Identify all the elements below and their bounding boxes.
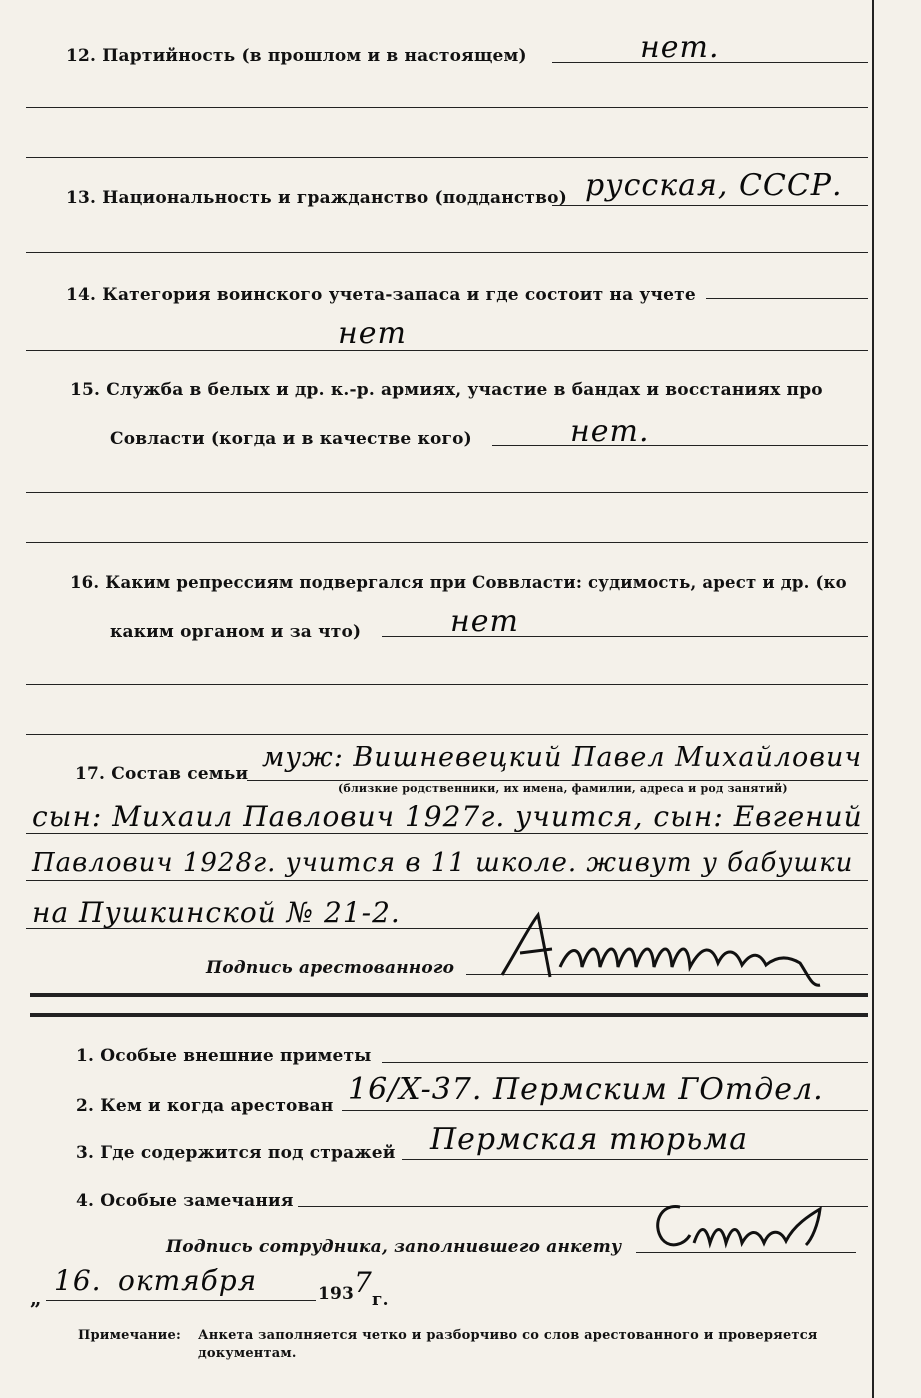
footer-note-line2: документам. xyxy=(198,1346,297,1361)
date-open-quote: „ xyxy=(30,1286,42,1310)
s4-label: 4. Особые замечания xyxy=(76,1191,294,1211)
q17-answer-line1: муж: Вишневецкий Павел Михайлович xyxy=(262,742,863,773)
arrested-signature xyxy=(490,905,850,1000)
q14-underline xyxy=(706,298,868,299)
s2-answer: 16/X-37. Пермским ГОтдел. xyxy=(348,1072,824,1107)
date-day: 16. xyxy=(54,1264,102,1297)
q15-label-line1: 15. Служба в белых и др. к.-р. армиях, участие в бандах и восстаниях про xyxy=(70,380,823,400)
q17-answer-line4: на Пушкинской № 21-2. xyxy=(32,896,401,929)
date-underline xyxy=(46,1300,316,1301)
q16-label-line2: каким органом и за что) xyxy=(110,622,362,642)
footer-note-label: Примечание: xyxy=(78,1328,181,1343)
s2-underline xyxy=(342,1110,868,1111)
q16-answer: нет xyxy=(450,604,519,639)
rule xyxy=(26,734,868,735)
q17-answer-line3: Павлович 1928г. учится в 11 школе. живут у бабушки xyxy=(32,848,854,878)
footer-note-line1: Анкета заполняется четко и разборчиво со слов арестованного и проверяется xyxy=(198,1328,818,1343)
staff-signature xyxy=(640,1195,840,1265)
q13-label: 13. Национальность и гражданство (подданство) xyxy=(66,188,567,208)
q17-sublabel: (близкие родственники, их имена, фамилии, адреса и род занятий) xyxy=(338,782,788,795)
date-year-digit: 7 xyxy=(354,1266,373,1299)
q15-underline xyxy=(492,445,868,446)
s2-label: 2. Кем и когда арестован xyxy=(76,1096,334,1116)
q15-label-line2: Совласти (когда и в качестве кого) xyxy=(110,429,472,449)
q12-answer: нет. xyxy=(640,30,720,65)
q16-label-line1: 16. Каким репрессиям подвергался при Соввласти: судимость, арест и др. (ко xyxy=(70,573,847,592)
q15-answer: нет. xyxy=(570,414,650,449)
rule xyxy=(26,107,868,108)
q12-label: 12. Партийность (в прошлом и в настоящем) xyxy=(66,46,527,66)
section-divider xyxy=(30,1013,868,1017)
s1-underline xyxy=(382,1062,868,1063)
q14-label: 14. Категория воинского учета-запаса и где состоит на учете xyxy=(66,285,696,305)
s3-label: 3. Где содержится под стражей xyxy=(76,1143,396,1163)
rule xyxy=(26,252,868,253)
date-year-suffix: г. xyxy=(372,1290,389,1310)
arrested-signature-label: Подпись арестованного xyxy=(206,958,455,978)
rule xyxy=(26,833,868,834)
q13-underline xyxy=(552,205,868,206)
q17-label: 17. Состав семьи xyxy=(75,764,249,784)
s1-label: 1. Особые внешние приметы xyxy=(76,1046,372,1066)
section-divider xyxy=(30,993,868,997)
q14-answer: нет xyxy=(338,316,407,351)
page-edge-line xyxy=(872,0,874,1398)
staff-signature-label: Подпись сотрудника, заполнившего анкету xyxy=(166,1237,622,1257)
s3-answer: Пермская тюрьма xyxy=(430,1122,749,1157)
date-year-prefix: 193 xyxy=(318,1284,355,1304)
q13-answer: русская, СССР. xyxy=(585,168,843,203)
rule xyxy=(26,542,868,543)
rule xyxy=(26,157,868,158)
rule xyxy=(26,492,868,493)
rule xyxy=(26,684,868,685)
q17-underline xyxy=(247,780,868,781)
s3-underline xyxy=(402,1159,868,1160)
rule xyxy=(26,350,868,351)
date-month: октября xyxy=(118,1264,258,1297)
q17-answer-line2: сын: Михаил Павлович 1927г. учится, сын: Евгений xyxy=(32,800,863,833)
rule xyxy=(26,880,868,881)
